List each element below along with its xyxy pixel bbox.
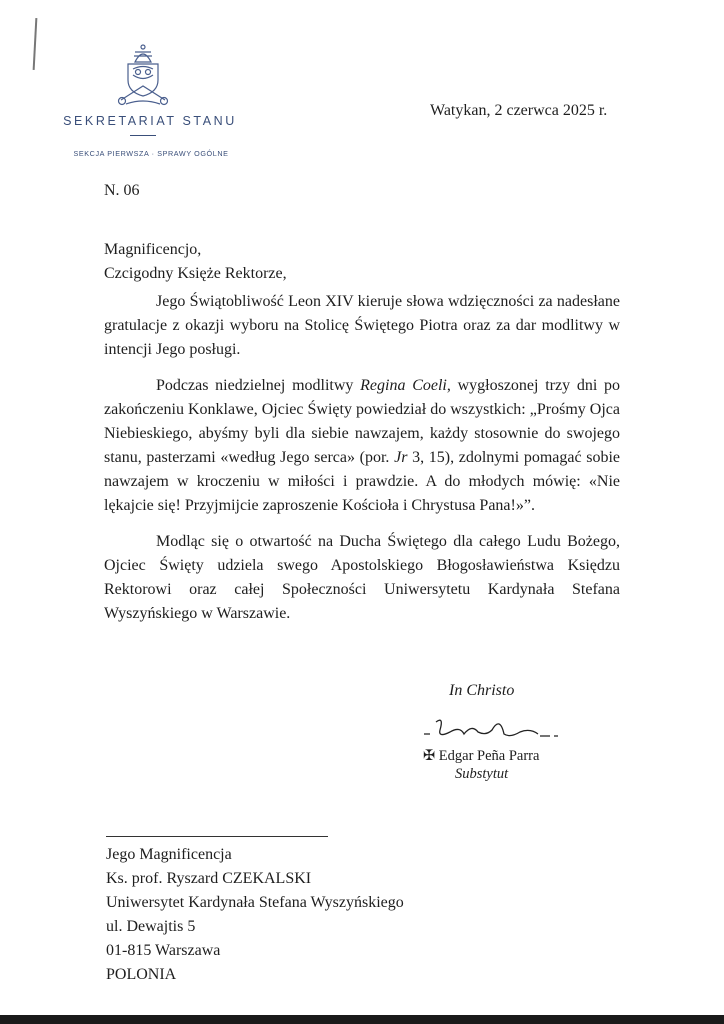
letter-body [104,290,620,638]
body-paragraph [104,374,620,518]
closing-phrase: In Christo [449,682,515,699]
address-line: POLONIA [106,966,177,983]
address-line: Jego Magnificencja [106,846,232,863]
salutation-line: Magnificencjo, [104,241,202,258]
recipient-address [106,843,404,987]
salutation-line: Czcigodny Księże Rektorze, [104,265,287,282]
paragraph-text: 3, 15), zdolnymi pomagać sobie nawzajem w kroczeniu w miłości i prawdzie. A do młodych mówię: «Nie lękajcie się! Przyjmijcie zaproszenie Kościoła i Chrystusa Pana!»”. [104,449,620,514]
address-line: ul. Dewajtis 5 [106,918,196,935]
paragraph-text: Modląc się o otwartość na Ducha Świętego dla całego Ludu Bożego, Ojciec Święty udziela swego Apostolskiego Błogosławieństwa Księdzu Rektorowi oraz całej Społeczności Uniwersytetu Kardynała Stefana Wyszyńskiego w Warszawie. [104,533,620,622]
scan-bottom-border [0,1015,724,1024]
paragraph-text: , wygłoszonej trzy dni po zakończeniu Konklawe, Ojciec Święty powiedział do wszystkich: „Prośmy Ojca Niebieskiego, abyśmy byli dla siebie nawzajem, każdy stosownie do swojego stanu, pasterzami «według Jego serca» (por. [104,377,620,466]
italic-text: Regina Coeli [360,377,447,394]
address-line: Uniwersytet Kardynała Stefana Wyszyńskiego [106,894,404,911]
body-paragraph [104,290,620,362]
papal-coat-of-arms-icon [116,42,170,108]
body-paragraph [104,530,620,626]
scan-artifact-mark [33,18,38,70]
letterhead-divider [130,135,156,136]
handwritten-signature-icon [420,714,570,744]
letter-date: Watykan, 2 czerwca 2025 r. [430,102,608,119]
address-divider [106,836,328,837]
italic-text: Jr [394,449,408,466]
paragraph-text: Podczas niedzielnej modlitwy [156,377,361,394]
address-line: Ks. prof. Ryszard CZEKALSKI [106,870,312,887]
address-line: 01-815 Warszawa [106,942,221,959]
signer-name: ✠ Edgar Peña Parra [423,748,540,764]
letterhead-organization: SEKRETARIAT STANU [63,114,237,128]
paragraph-text: Jego Świątobliwość Leon XIV kieruje słowa wdzięczności za nadesłane gratulacje z okazji wyboru na Stolicę Świętego Piotra oraz za dar modlitwy w intencji Jego posługi. [104,293,620,358]
reference-number: N. 06 [104,182,140,199]
signer-title: Substytut [455,766,509,782]
letterhead-section: SEKCJA PIERWSZA · SPRAWY OGÓLNE [73,149,229,158]
salutation [104,238,287,286]
